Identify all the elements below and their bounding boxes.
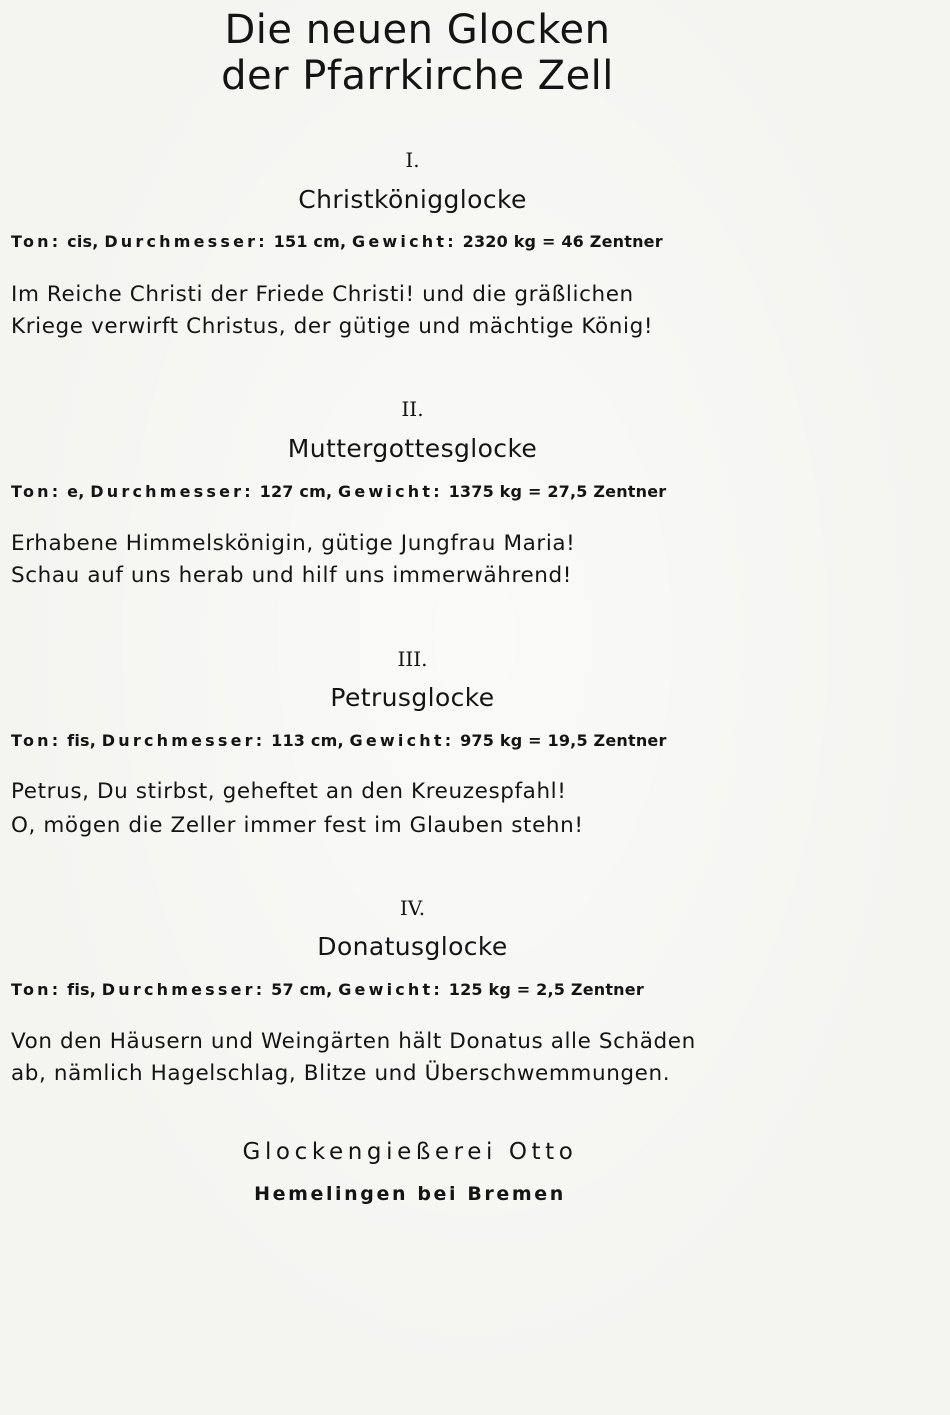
weight-value: 2320 kg = 46 Zentner bbox=[462, 232, 663, 251]
diameter-value: 127 cm, bbox=[259, 482, 333, 501]
bell-2-numeral: II. bbox=[401, 397, 424, 421]
bell-2-name: Muttergottesglocke bbox=[287, 434, 538, 463]
weight-value: 1375 kg = 27,5 Zentner bbox=[448, 482, 667, 501]
diameter-label: Durchmesser: bbox=[101, 731, 266, 750]
bell-4-name: Donatusglocke bbox=[317, 932, 508, 961]
diameter-label: Durchmesser: bbox=[104, 232, 268, 251]
bell-4-numeral: IV. bbox=[399, 896, 426, 920]
weight-label: Gewicht: bbox=[349, 731, 455, 750]
bell-3-verse-line-2: O, mögen die Zeller immer fest im Glauben stehn! bbox=[11, 813, 584, 838]
diameter-label: Durchmesser: bbox=[90, 482, 254, 501]
bell-1-verse-line-2: Kriege verwirft Christus, der gütige und mächtige König! bbox=[11, 314, 654, 339]
bell-2-verse-line-2: Schau auf uns herab und hilf uns immerwährend! bbox=[11, 563, 572, 588]
diameter-value: 57 cm, bbox=[271, 980, 333, 999]
foundry-name: Glockengießerei Otto bbox=[242, 1139, 578, 1165]
diameter-label: Durchmesser: bbox=[101, 980, 266, 999]
ton-value: fis, bbox=[67, 731, 97, 750]
title-line-2: der Pfarrkirche Zell bbox=[221, 53, 614, 99]
bell-1-name: Christkönigglocke bbox=[298, 185, 527, 214]
bell-3-name: Petrusglocke bbox=[330, 683, 495, 712]
bell-4-verse-line-2: ab, nämlich Hagelschlag, Blitze und Überschwemmungen. bbox=[11, 1061, 671, 1086]
bell-3-specs bbox=[11, 731, 821, 751]
weight-label: Gewicht: bbox=[338, 980, 443, 999]
diameter-value: 113 cm, bbox=[271, 731, 344, 750]
weight-label: Gewicht: bbox=[338, 482, 443, 501]
bell-3-numeral: III. bbox=[397, 647, 428, 671]
weight-value: 125 kg = 2,5 Zentner bbox=[448, 980, 644, 999]
ton-value: e, bbox=[67, 482, 85, 501]
title-line-1: Die neuen Glocken bbox=[224, 7, 611, 53]
bell-1-verse-line-1: Im Reiche Christi der Friede Christi! und die gräßlichen bbox=[11, 282, 634, 307]
bell-3-verse-line-1: Petrus, Du stirbst, geheftet an den Kreuzespfahl! bbox=[11, 779, 567, 804]
bell-4-specs bbox=[11, 980, 821, 1000]
diameter-value: 151 cm, bbox=[273, 232, 347, 251]
ton-label: Ton: bbox=[11, 232, 62, 251]
bell-2-verse-line-1: Erhabene Himmelskönigin, gütige Jungfrau Maria! bbox=[11, 531, 576, 556]
ton-label: Ton: bbox=[11, 482, 62, 501]
bell-1-specs bbox=[11, 232, 821, 252]
ton-value: cis, bbox=[67, 232, 99, 251]
ton-label: Ton: bbox=[11, 731, 62, 750]
ton-value: fis, bbox=[67, 980, 97, 999]
weight-value: 975 kg = 19,5 Zentner bbox=[460, 731, 667, 750]
bell-1-numeral: I. bbox=[405, 148, 420, 172]
weight-label: Gewicht: bbox=[352, 232, 457, 251]
ton-label: Ton: bbox=[11, 980, 62, 999]
bell-2-specs bbox=[11, 482, 821, 502]
bell-4-verse-line-1: Von den Häusern und Weingärten hält Donatus alle Schäden bbox=[11, 1029, 696, 1054]
foundry-location: Hemelingen bei Bremen bbox=[254, 1183, 566, 1205]
